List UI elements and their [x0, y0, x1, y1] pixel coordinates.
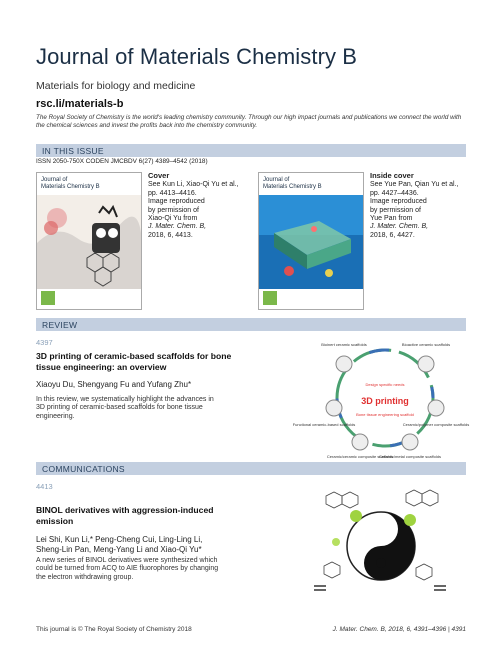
communication-abstract-line: could be turned from ACQ to AIE fluorophores by changing — [36, 565, 219, 573]
review-title-line: tissue engineering: an overview — [36, 361, 167, 372]
inside-cover-line: Image reproduced — [370, 198, 427, 206]
in-this-issue-heading: IN THIS ISSUE — [42, 145, 104, 156]
journal-title: Journal of Materials Chemistry B — [36, 44, 358, 69]
review-abstract-line: In this review, we systematically highlight the advances in — [36, 396, 214, 403]
inside-cover-caption — [370, 172, 470, 240]
cover-line: 2018, 6, 4413. — [148, 231, 193, 239]
cover-line: See Kun Li, Xiao-Qi Yu et al., — [148, 181, 239, 189]
cover-artwork — [37, 173, 141, 309]
graphic-label: Ceramic/polymer composite scaffolds — [402, 422, 470, 427]
glow-dot — [404, 514, 416, 526]
communication-author-line: Sheng-Lin Pan, Meng-Yang Li and Xiao-Qi Yu* — [36, 545, 202, 554]
communication-abstract — [36, 557, 296, 582]
review-abstract-line: 3D printing of ceramic-based scaffolds for bone tissue — [36, 404, 203, 412]
graphic-label: Functional ceramic-based scaffolds — [292, 422, 356, 427]
communication-graphic — [306, 486, 456, 606]
glow-dot — [332, 538, 340, 546]
review-abstract — [36, 396, 296, 421]
scaffold-node — [418, 356, 434, 372]
communication-authors — [36, 535, 296, 555]
journal-subtitle: Materials for biology and medicine — [36, 80, 196, 92]
communication-article-number: 4413 — [36, 482, 53, 491]
footer-citation: J. Mater. Chem. B, 2018, 6, 4391–4396 | 4391 — [332, 626, 466, 633]
review-authors: Xiaoyu Du, Shengyang Fu and Yufang Zhu* — [36, 380, 192, 389]
inside-cover-artwork — [259, 173, 363, 309]
scaffold-node — [402, 434, 418, 450]
communications-heading: COMMUNICATIONS — [42, 463, 125, 474]
inside-cover-line: by permission of — [370, 206, 421, 214]
review-graphic — [292, 334, 470, 462]
review-heading: REVIEW — [42, 319, 78, 330]
cover-line: Image reproduced — [148, 198, 205, 206]
review-bar — [36, 318, 466, 331]
cover-caption — [148, 172, 248, 240]
cover-image[interactable] — [36, 172, 142, 310]
glow-dot — [350, 510, 362, 522]
inside-cover-line: pp. 4427–4436. — [370, 189, 419, 197]
rsc-statement: The Royal Society of Chemistry is the world's leading chemistry community. Through our high impact journals and publications we connect the world with the chemical sciences and invest the profits back into the chemistry community. — [36, 114, 462, 130]
graphic-label: Bone tissue engineering scaffold — [356, 412, 414, 417]
inside-cover-line: See Yue Pan, Qian Yu et al., — [370, 181, 459, 189]
communication-abstract-line: the electron withdrawing group. — [36, 573, 134, 581]
cover-line: by permission of — [148, 206, 199, 214]
graphic-label: Bioinert ceramic scaffolds — [321, 342, 367, 347]
scaffold-node — [428, 400, 444, 416]
communication-title[interactable] — [36, 505, 296, 526]
inside-cover-journal-mini: Journal of Materials Chemistry B — [263, 177, 322, 190]
cover-line: Xiao-Qi Yu from — [148, 215, 198, 223]
communications-bar — [36, 462, 466, 475]
inside-cover-image[interactable] — [258, 172, 364, 310]
graphic-label: Ceramic/metal composite scaffolds — [379, 454, 441, 459]
graphic-label: Bioactive ceramic scaffolds — [401, 342, 451, 347]
in-this-issue-bar — [36, 144, 466, 157]
cover-label: Cover — [148, 171, 170, 180]
inside-cover-label: Inside cover — [370, 171, 414, 180]
communication-title-line: BINOL derivatives with aggression-induced — [36, 505, 214, 515]
review-article-number: 4397 — [36, 338, 53, 347]
graphic-center-label: 3D printing — [361, 396, 409, 406]
communication-abstract-line: A new series of BINOL derivatives were synthesized which — [36, 557, 218, 564]
review-title[interactable] — [36, 351, 296, 372]
scaffold-node — [336, 356, 352, 372]
communication-title-line: emission — [36, 515, 74, 526]
review-abstract-line: engineering. — [36, 412, 75, 420]
inside-cover-line: Yue Pan from — [370, 215, 413, 223]
issn-line: ISSN 2050-750X CODEN JMCBDV 6(27) 4389–4542 (2018) — [36, 158, 208, 165]
graphic-label: Design specific needs — [365, 382, 405, 387]
scaffold-node — [352, 434, 368, 450]
cover-line: pp. 4413–4416. — [148, 189, 197, 197]
inside-cover-line: J. Mater. Chem. B, — [370, 223, 429, 231]
journal-url[interactable]: rsc.li/materials-b — [36, 98, 124, 110]
graphic-label: Ceramic/ceramic composite scaffolds — [326, 454, 394, 459]
review-title-line: 3D printing of ceramic-based scaffolds for bone — [36, 351, 232, 361]
cover-line: J. Mater. Chem. B, — [148, 223, 207, 231]
cover-journal-mini: Journal of Materials Chemistry B — [41, 177, 100, 190]
footer-copyright: This journal is © The Royal Society of Chemistry 2018 — [36, 626, 192, 633]
scaffold-node — [326, 400, 342, 416]
inside-cover-line: 2018, 6, 4427. — [370, 231, 415, 239]
communication-author-line: Lei Shi, Kun Li,* Peng-Cheng Cui, Ling-Ling Li, — [36, 535, 203, 544]
